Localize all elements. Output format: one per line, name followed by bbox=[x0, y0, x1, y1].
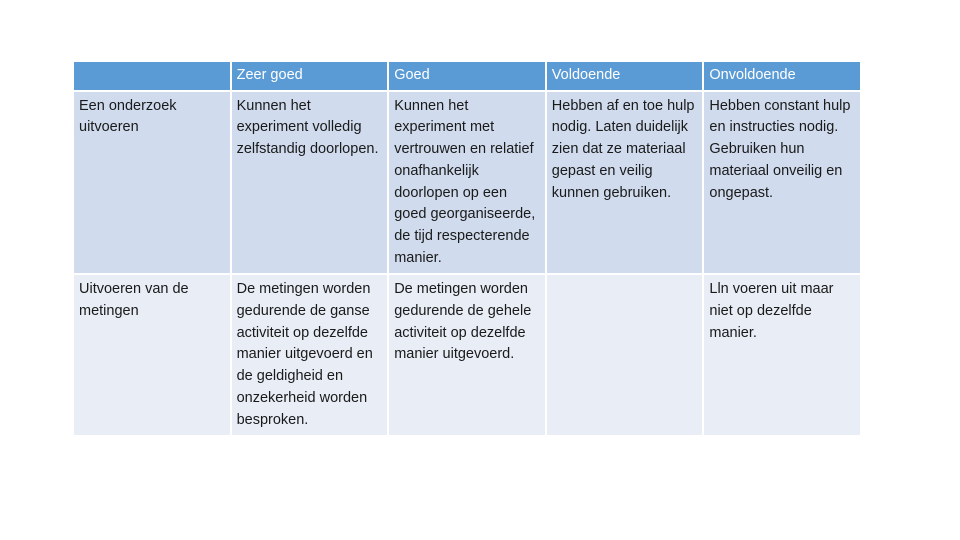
header-cell-zeer-goed: Zeer goed bbox=[232, 62, 388, 90]
table-cell: Lln voeren uit maar niet op dezelfde manier. bbox=[704, 275, 860, 435]
header-cell-voldoende: Voldoende bbox=[547, 62, 703, 90]
table-cell: Hebben af en toe hulp nodig. Laten duidelijk zien dat ze materiaal gepast en veilig kunnen gebruiken. bbox=[547, 92, 703, 274]
table-cell: De metingen worden gedurende de gehele activiteit op dezelfde manier uitgevoerd. bbox=[389, 275, 545, 435]
rubric-table bbox=[72, 60, 862, 437]
header-cell-empty bbox=[74, 62, 230, 90]
table-cell bbox=[547, 275, 703, 435]
criterion-cell: Uitvoeren van de metingen bbox=[74, 275, 230, 435]
header-cell-onvoldoende: Onvoldoende bbox=[704, 62, 860, 90]
criterion-cell: Een onderzoek uitvoeren bbox=[74, 92, 230, 274]
header-row bbox=[74, 62, 860, 90]
table-cell: Kunnen het experiment volledig zelfstandig doorlopen. bbox=[232, 92, 388, 274]
table-cell: Kunnen het experiment met vertrouwen en relatief onafhankelijk doorlopen op een goed georganiseerde, de tijd respecterende manier. bbox=[389, 92, 545, 274]
table-row bbox=[74, 275, 860, 435]
table-cell: Hebben constant hulp en instructies nodig. Gebruiken hun materiaal onveilig en ongepast. bbox=[704, 92, 860, 274]
table-row bbox=[74, 92, 860, 274]
header-cell-goed: Goed bbox=[389, 62, 545, 90]
table-cell: De metingen worden gedurende de ganse activiteit op dezelfde manier uitgevoerd en de geldigheid en onzekerheid worden besproken. bbox=[232, 275, 388, 435]
